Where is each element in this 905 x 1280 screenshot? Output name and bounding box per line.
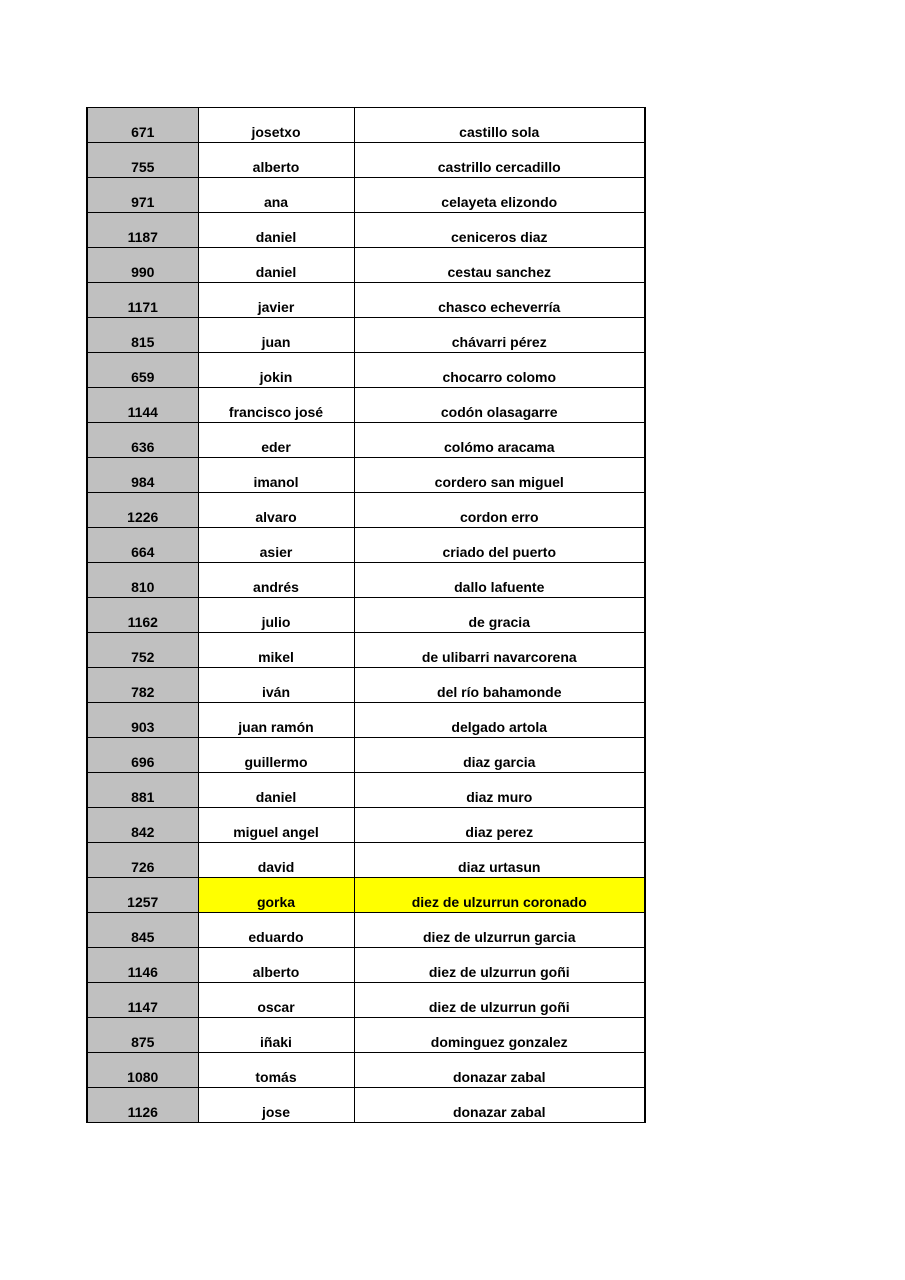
table-row [87, 773, 645, 808]
first-name-cell: daniel [198, 773, 354, 808]
table-row [87, 1053, 645, 1088]
names-table [86, 107, 646, 1123]
table-row [87, 493, 645, 528]
last-name-cell: colómo aracama [354, 423, 645, 458]
table-row [87, 703, 645, 738]
first-name-cell: miguel angel [198, 808, 354, 843]
table-row [87, 213, 645, 248]
table-row [87, 423, 645, 458]
table-row [87, 248, 645, 283]
table-row [87, 458, 645, 493]
table-row [87, 598, 645, 633]
table-row [87, 633, 645, 668]
table-row [87, 738, 645, 773]
table-row [87, 808, 645, 843]
id-cell: 842 [87, 808, 198, 843]
last-name-cell: codón olasagarre [354, 388, 645, 423]
table-row [87, 283, 645, 318]
first-name-cell: guillermo [198, 738, 354, 773]
first-name-cell: jose [198, 1088, 354, 1123]
id-cell: 845 [87, 913, 198, 948]
last-name-cell: diaz urtasun [354, 843, 645, 878]
id-cell: 1146 [87, 948, 198, 983]
id-cell: 636 [87, 423, 198, 458]
last-name-cell: cordero san miguel [354, 458, 645, 493]
first-name-cell: asier [198, 528, 354, 563]
last-name-cell: castillo sola [354, 108, 645, 143]
first-name-cell: mikel [198, 633, 354, 668]
last-name-cell: ceniceros diaz [354, 213, 645, 248]
last-name-cell: diez de ulzurrun garcia [354, 913, 645, 948]
id-cell: 1147 [87, 983, 198, 1018]
id-cell: 984 [87, 458, 198, 493]
id-cell: 1226 [87, 493, 198, 528]
id-cell: 1171 [87, 283, 198, 318]
last-name-cell: diez de ulzurrun coronado [354, 878, 645, 913]
first-name-cell: francisco josé [198, 388, 354, 423]
id-cell: 752 [87, 633, 198, 668]
id-cell: 1126 [87, 1088, 198, 1123]
first-name-cell: imanol [198, 458, 354, 493]
id-cell: 671 [87, 108, 198, 143]
names-table-body [87, 108, 645, 1123]
id-cell: 1144 [87, 388, 198, 423]
id-cell: 815 [87, 318, 198, 353]
last-name-cell: diez de ulzurrun goñi [354, 983, 645, 1018]
id-cell: 990 [87, 248, 198, 283]
id-cell: 875 [87, 1018, 198, 1053]
last-name-cell: del río bahamonde [354, 668, 645, 703]
table-row [87, 1088, 645, 1123]
table-row [87, 143, 645, 178]
first-name-cell: ana [198, 178, 354, 213]
first-name-cell: alvaro [198, 493, 354, 528]
last-name-cell: celayeta elizondo [354, 178, 645, 213]
first-name-cell: eder [198, 423, 354, 458]
first-name-cell: alberto [198, 143, 354, 178]
id-cell: 1080 [87, 1053, 198, 1088]
table-row [87, 178, 645, 213]
table-row [87, 913, 645, 948]
id-cell: 726 [87, 843, 198, 878]
first-name-cell: tomás [198, 1053, 354, 1088]
table-row [87, 668, 645, 703]
id-cell: 1162 [87, 598, 198, 633]
first-name-cell: juan ramón [198, 703, 354, 738]
table-row [87, 108, 645, 143]
last-name-cell: de gracia [354, 598, 645, 633]
first-name-cell: juan [198, 318, 354, 353]
first-name-cell: iñaki [198, 1018, 354, 1053]
last-name-cell: diaz garcia [354, 738, 645, 773]
table-row [87, 1018, 645, 1053]
table-row [87, 878, 645, 913]
id-cell: 971 [87, 178, 198, 213]
last-name-cell: castrillo cercadillo [354, 143, 645, 178]
table-row [87, 318, 645, 353]
last-name-cell: dominguez gonzalez [354, 1018, 645, 1053]
first-name-cell: david [198, 843, 354, 878]
last-name-cell: cordon erro [354, 493, 645, 528]
id-cell: 1257 [87, 878, 198, 913]
id-cell: 810 [87, 563, 198, 598]
first-name-cell: eduardo [198, 913, 354, 948]
last-name-cell: chocarro colomo [354, 353, 645, 388]
id-cell: 664 [87, 528, 198, 563]
first-name-cell: josetxo [198, 108, 354, 143]
first-name-cell: andrés [198, 563, 354, 598]
table-row [87, 983, 645, 1018]
last-name-cell: chasco echeverría [354, 283, 645, 318]
last-name-cell: donazar zabal [354, 1088, 645, 1123]
first-name-cell: oscar [198, 983, 354, 1018]
id-cell: 782 [87, 668, 198, 703]
id-cell: 1187 [87, 213, 198, 248]
first-name-cell: daniel [198, 213, 354, 248]
last-name-cell: diez de ulzurrun goñi [354, 948, 645, 983]
first-name-cell: gorka [198, 878, 354, 913]
table-row [87, 388, 645, 423]
last-name-cell: diaz perez [354, 808, 645, 843]
table-row [87, 528, 645, 563]
table-row [87, 563, 645, 598]
last-name-cell: dallo lafuente [354, 563, 645, 598]
table-row [87, 843, 645, 878]
table-row [87, 353, 645, 388]
first-name-cell: javier [198, 283, 354, 318]
id-cell: 659 [87, 353, 198, 388]
last-name-cell: chávarri pérez [354, 318, 645, 353]
id-cell: 696 [87, 738, 198, 773]
last-name-cell: donazar zabal [354, 1053, 645, 1088]
id-cell: 755 [87, 143, 198, 178]
id-cell: 903 [87, 703, 198, 738]
first-name-cell: alberto [198, 948, 354, 983]
first-name-cell: iván [198, 668, 354, 703]
first-name-cell: julio [198, 598, 354, 633]
last-name-cell: cestau sanchez [354, 248, 645, 283]
table-row [87, 948, 645, 983]
last-name-cell: de ulibarri navarcorena [354, 633, 645, 668]
last-name-cell: diaz muro [354, 773, 645, 808]
first-name-cell: jokin [198, 353, 354, 388]
id-cell: 881 [87, 773, 198, 808]
first-name-cell: daniel [198, 248, 354, 283]
last-name-cell: delgado artola [354, 703, 645, 738]
last-name-cell: criado del puerto [354, 528, 645, 563]
